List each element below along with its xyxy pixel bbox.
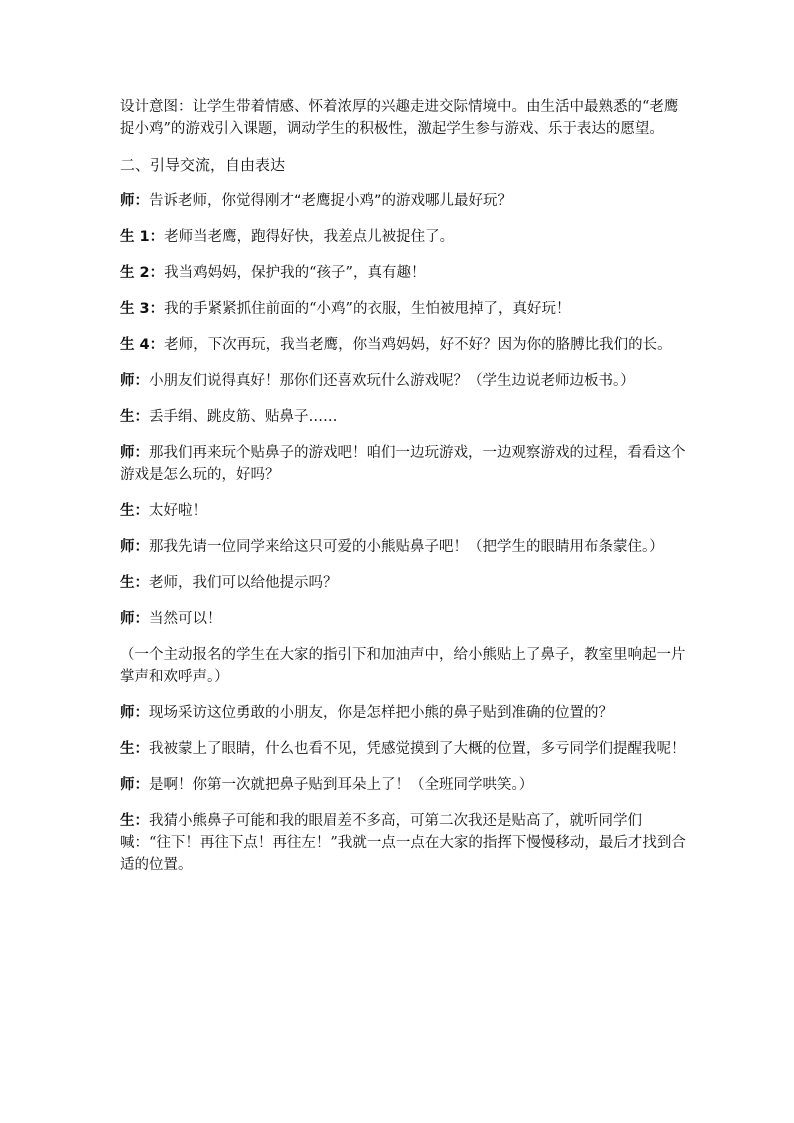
line-text: 是啊！你第一次就把鼻子贴到耳朵上了！: [149, 777, 410, 793]
dialogue-line-12: [120, 608, 688, 630]
line-text: 我被蒙上了眼睛，什么也看不见，凭感觉摸到了大概的位置，多亏同学们提醒我呢！: [149, 741, 686, 757]
stage-note: （学生边说老师边板书。）: [468, 373, 635, 389]
dialogue-line-13: [120, 702, 688, 724]
line-text: 那我们再来玩个贴鼻子的游戏吧！咱们一边玩游戏，一边观察游戏的过程，看看这个游戏是怎么玩的，好吗？: [120, 445, 686, 483]
line-text: 老师，我们可以给他提示吗？: [149, 575, 338, 591]
speaker-student: 生：: [120, 503, 149, 519]
narration: （一个主动报名的学生在大家的指引下和加油声中，给小熊贴上了鼻子，教室里响起一片掌声和欢呼声。）: [120, 647, 686, 685]
speaker-teacher: 师：: [120, 539, 149, 555]
dialogue-line-4: [120, 298, 688, 320]
line-text: 小朋友们说得真好！那你们还喜欢玩什么游戏呢？: [149, 373, 468, 389]
dialogue-line-7: [120, 406, 688, 428]
speaker-student-3: 生 3：: [120, 301, 165, 317]
line-text: 老师，下次再玩，我当老鹰，你当鸡妈妈，好不好？因为你的胳膊比我们的长。: [164, 337, 672, 353]
line-text: 老师当老鹰，跑得好快，我差点儿被捉住了。: [164, 229, 455, 245]
section-heading: 二、引导交流，自由表达: [120, 156, 286, 174]
dialogue-line-8: [120, 442, 688, 486]
dialogue-line-15: [120, 774, 688, 796]
speaker-student: 生：: [120, 575, 149, 591]
dialogue-line-2: [120, 226, 688, 248]
dialogue-line-3: [120, 262, 688, 284]
dialogue-line-6: [120, 370, 688, 392]
line-text: 那我先请一位同学来给这只可爱的小熊贴鼻子吧！: [149, 539, 468, 555]
line-text: 我的手紧紧抓住前面的“小鸡”的衣服，生怕被甩掉了，真好玩！: [164, 301, 571, 317]
stage-note: （全班同学哄笑。）: [410, 777, 534, 793]
dialogue-line-9: [120, 500, 688, 522]
line-text: 告诉老师，你觉得刚才“老鹰捉小鸡”的游戏哪儿最好玩？: [149, 193, 513, 209]
speaker-student: 生：: [120, 409, 149, 425]
speaker-teacher: 师：: [120, 611, 149, 627]
speaker-student-2: 生 2：: [120, 265, 165, 281]
dialogue-line-16: [120, 810, 688, 876]
stage-note: （把学生的眼睛用布条蒙住。）: [468, 539, 664, 555]
design-intent: 设计意图：让学生带着情感、怀着浓厚的兴趣走进交际情境中。由生活中最熟悉的“老鹰捉小鸡”的游戏引入课题，调动学生的积极性，激起学生参与游戏、乐于表达的愿望。: [120, 99, 679, 137]
line-text: 当然可以！: [149, 611, 222, 627]
dialogue-line-5: [120, 334, 688, 356]
document-page: [120, 96, 688, 876]
speaker-student: 生：: [120, 741, 149, 757]
speaker-teacher: 师：: [120, 445, 149, 461]
dialogue-line-10: [120, 536, 688, 558]
speaker-teacher: 师：: [120, 193, 149, 209]
line-text: 我当鸡妈妈，保护我的“孩子”，真有趣！: [164, 265, 426, 281]
speaker-student: 生：: [120, 813, 149, 829]
speaker-teacher: 师：: [120, 705, 149, 721]
line-text: 丢手绢、跳皮筋、贴鼻子……: [149, 409, 338, 425]
speaker-teacher: 师：: [120, 777, 149, 793]
dialogue-line-11: [120, 572, 688, 594]
speaker-student-4: 生 4：: [120, 337, 165, 353]
dialogue-line-1: [120, 190, 688, 212]
line-text: 我猜小熊鼻子可能和我的眼眉差不多高，可第二次我还是贴高了，就听同学们喊：“往下！再往下点！再往左！”我就一点一点在大家的指挥下慢慢移动，最后才找到合适的位置。: [120, 813, 686, 873]
line-text: 现场采访这位勇敢的小朋友，你是怎样把小熊的鼻子贴到准确的位置的？: [149, 705, 613, 721]
speaker-student-1: 生 1：: [120, 229, 165, 245]
speaker-teacher: 师：: [120, 373, 149, 389]
line-text: 太好啦！: [149, 503, 207, 519]
dialogue-line-14: [120, 738, 688, 760]
